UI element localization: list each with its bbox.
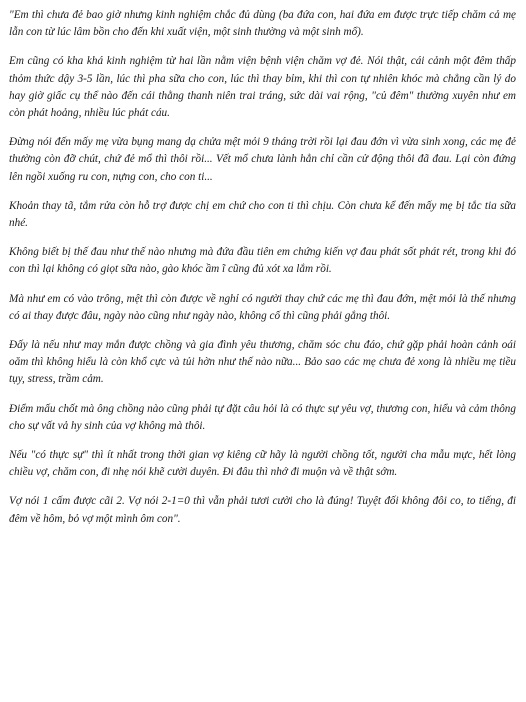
paragraph-1: "Em thì chưa đẻ bao giờ nhưng kinh nghiệm chắc đủ dùng (ba đứa con, hai đứa em được trực tiếp chăm cả mẹ lẫn con từ lúc lâm bồn cho đến khi xuất viện, một sinh thường và một sinh mổ).: [9, 9, 516, 39]
paragraph-9: Nếu "có thực sự" thì ít nhất trong thời gian vợ kiêng cữ hãy là người chồng tốt, người cha mẫu mực, hết lòng chiều vợ, chăm con, đi nhẹ nói khẽ cười duyên. Đi đâu thì nhớ đi muộn và về thật sớm.: [9, 449, 516, 479]
paragraph-4: Khoản thay tã, tắm rửa còn hỗ trợ được chị em chứ cho con ti thì chịu. Còn chưa kể đến mấy mẹ bị tắc tia sữa nhé.: [9, 199, 516, 230]
paragraph-5: Không biết bị thế đau như thế nào nhưng mà đứa đầu tiên em chứng kiến vợ đau phát sốt phát rét, trong khi đó con thì lại không có giọt sữa nào, gào khóc ầm ĩ cũng đủ xót xa lắm rồi.: [9, 246, 516, 276]
paragraph-6: Mà như em có vào trông, mệt thì còn được về nghỉ có người thay chứ các mẹ thì đau đớn, mệt mỏi là thế nhưng có ai thay được đâu, ngày nào cũng như ngày nào, không cố thì cũng phải gắng thôi.: [9, 292, 516, 322]
paragraph-3: Đừng nói đến mấy mẹ vừa bụng mang dạ chửa mệt mỏi 9 tháng trời rồi lại đau đớn vì vừa sinh xong, các mẹ đẻ thường còn đỡ chút, chứ đẻ mổ thì thôi rồi... Vết mổ chưa lành hẳn chỉ cần cử động thôi đã đau. Lại còn đứng lên ngồi xuống ru con, nựng con, cho con ti...: [9, 136, 516, 183]
paragraph-7: Đấy là nếu như may mắn được chồng và gia đình yêu thương, chăm sóc chu đáo, chứ gặp phải hoàn cảnh oái oăm thì không hiểu là còn khổ cực và tủi hờn như thế nào nữa... Bảo sao các mẹ chưa đẻ xong là nhiều mẹ tiều tụy, stress, trầm cảm.: [9, 339, 516, 386]
paragraph-2: Em cũng có kha khá kinh nghiệm từ hai lần nằm viện bệnh viện chăm vợ đẻ. Nói thật, cái cảnh một đêm thấp thỏm thức dậy 3-5 lần, lúc thì pha sữa cho con, lúc thì thay bỉm, khi thì con tự nhiên khóc mà chẳng cần lý do hay giờ giấc cụ thể nào đến cái thằng thanh niên trai tráng, sức dài vai rộng, "củ đêm" thường xuyên như em còn phát hoảng, nhiều lúc phát cáu.: [9, 55, 516, 120]
paragraph-10: Vợ nói 1 cấm được cãi 2. Vợ nói 2-1=0 thì vẫn phải tươi cười cho là đúng! Tuyệt đối không đôi co, to tiếng, đi đêm về hôm, bỏ vợ một mình ôm con".: [9, 495, 516, 525]
paragraph-8: Điểm mấu chốt mà ông chồng nào cũng phải tự đặt câu hỏi là có thực sự yêu vợ, thương con, hiểu và cảm thông cho sự vất vả hy sinh của vợ không mà thôi.: [9, 402, 516, 432]
